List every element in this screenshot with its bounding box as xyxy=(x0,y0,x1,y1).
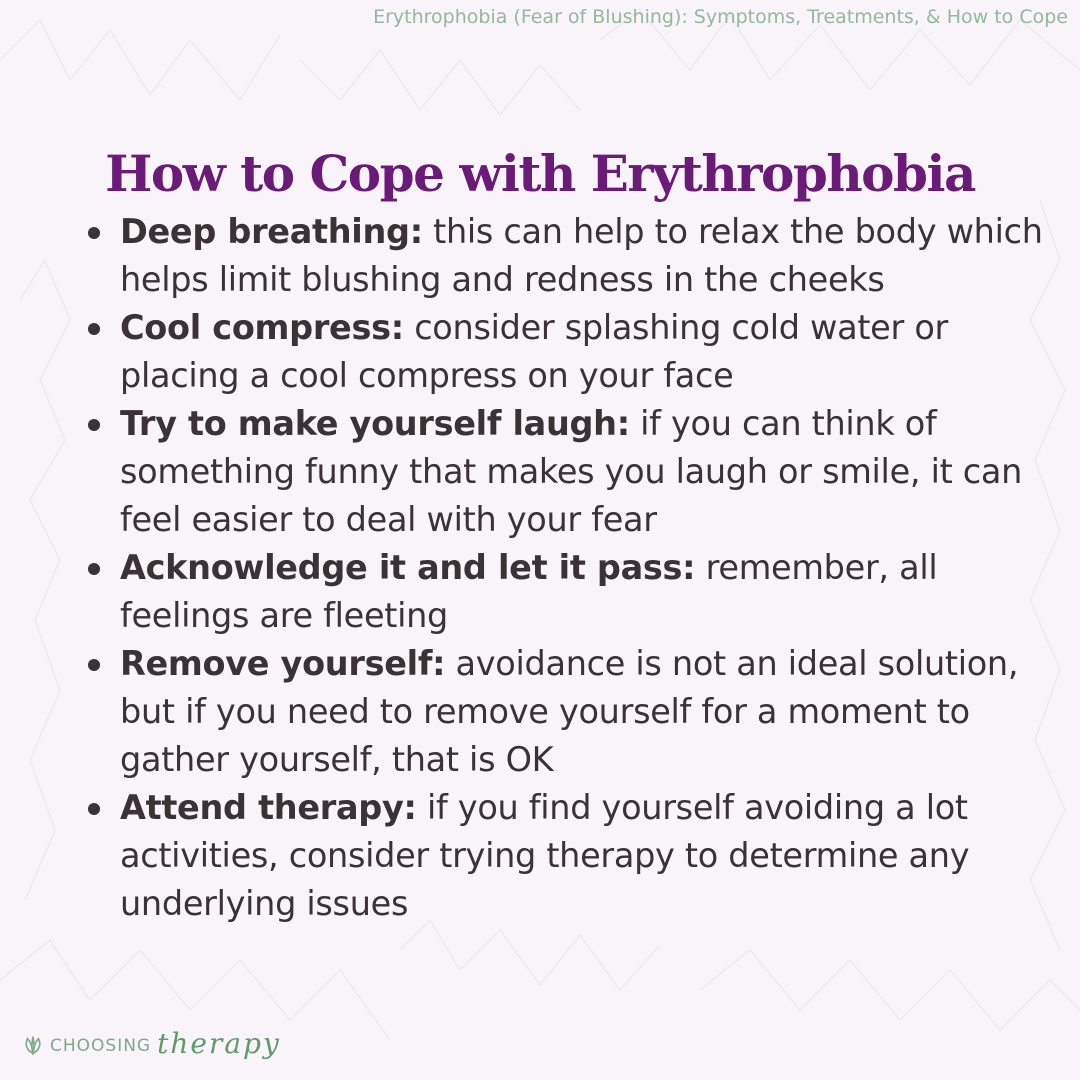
list-item xyxy=(78,640,1063,784)
brand-logo xyxy=(22,1027,281,1060)
bullet-icon xyxy=(88,227,100,239)
bullet-icon xyxy=(88,323,100,335)
logo-wordmark-therapy: therapy xyxy=(157,1027,281,1060)
list-item xyxy=(78,400,1063,544)
logo-wordmark-choosing: CHOOSING xyxy=(50,1036,152,1056)
leaf-icon xyxy=(22,1034,44,1056)
tip-text: consider splashing cold water or placing a cool compress on your face xyxy=(120,308,948,395)
tips-list xyxy=(78,208,1063,928)
bullet-icon xyxy=(88,419,100,431)
bullet-icon xyxy=(88,803,100,815)
tip-heading: Remove yourself: xyxy=(120,644,446,683)
list-item xyxy=(78,304,1063,400)
tip-text: if you find yourself avoiding a lot activities, consider trying therapy to determine any underlying issues xyxy=(120,788,970,923)
tip-heading: Deep breathing: xyxy=(120,212,423,251)
list-item xyxy=(78,544,1063,640)
tip-text: if you can think of something funny that makes you laugh or smile, it can feel easier to deal with your fear xyxy=(120,404,1023,539)
tip-heading: Acknowledge it and let it pass: xyxy=(120,548,696,587)
list-item xyxy=(78,208,1063,304)
bullet-icon xyxy=(88,563,100,575)
tip-text: remember, all feelings are fleeting xyxy=(120,548,938,635)
source-article-title: Erythrophobia (Fear of Blushing): Symptoms, Treatments, & How to Cope xyxy=(373,6,1068,28)
page-title: How to Cope with Erythrophobia xyxy=(105,143,975,203)
tip-heading: Try to make yourself laugh: xyxy=(120,404,630,443)
tip-heading: Attend therapy: xyxy=(120,788,417,827)
tip-text: avoidance is not an ideal solution, but if you need to remove yourself for a moment to gather yourself, that is OK xyxy=(120,644,1019,779)
list-item xyxy=(78,784,1063,928)
tip-text: this can help to relax the body which helps limit blushing and redness in the cheeks xyxy=(120,212,1043,299)
tip-heading: Cool compress: xyxy=(120,308,404,347)
bullet-icon xyxy=(88,659,100,671)
